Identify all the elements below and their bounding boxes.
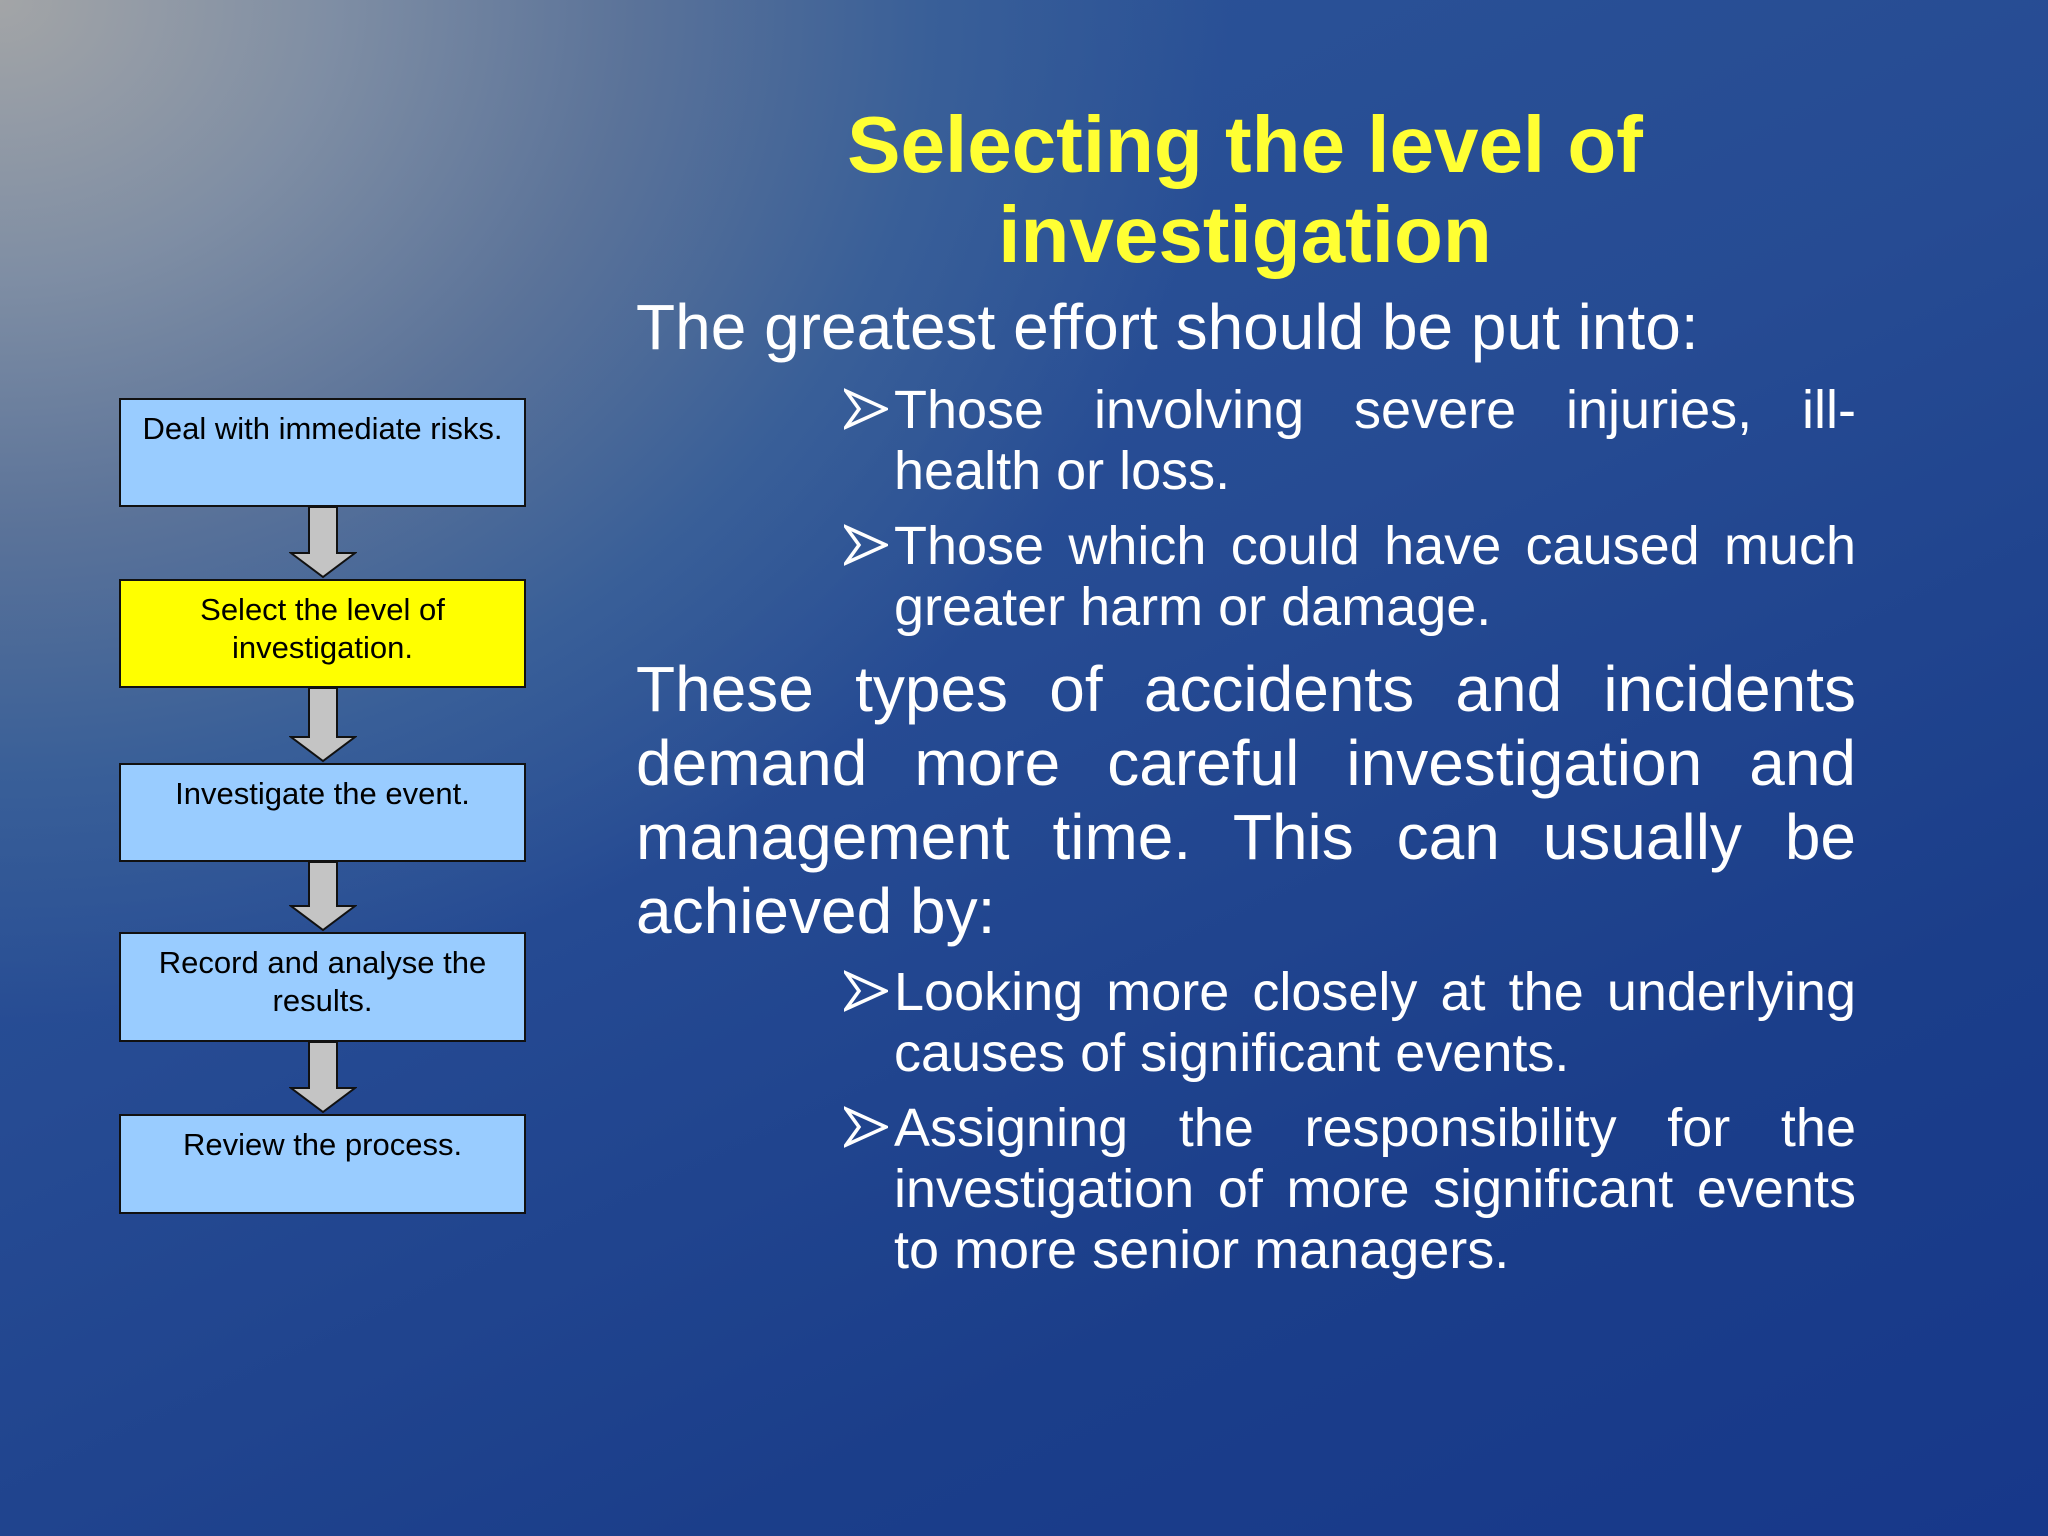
flow-step-select-level: Select the level of investigation.	[119, 579, 526, 688]
bullet-list-effort	[844, 380, 1856, 638]
arrowhead-bullet-icon	[844, 524, 888, 566]
down-arrow-icon	[289, 507, 357, 579]
bullet-item	[844, 516, 1856, 638]
flow-step-deal-with-risks: Deal with immediate risks.	[119, 398, 526, 507]
slide-title: Selecting the level of investigation	[847, 100, 1643, 279]
flow-step-investigate: Investigate the event.	[119, 763, 526, 862]
arrowhead-bullet-icon	[844, 388, 888, 430]
bullet-text: Those involving severe injuries, ill-health or loss.	[894, 380, 1856, 501]
intro-text: The greatest effort should be put into:	[636, 291, 1699, 363]
flow-step-review: Review the process.	[119, 1114, 526, 1214]
down-arrow-icon	[289, 688, 357, 763]
bullet-list-methods	[844, 962, 1856, 1281]
paragraph-text: These types of accidents and incidents demand more careful investigation and management time. This can usually be achieved by:	[636, 653, 1856, 947]
down-arrow-icon	[289, 862, 357, 932]
arrowhead-bullet-icon	[844, 1106, 888, 1148]
bullet-text: Looking more closely at the underlying causes of significant events.	[894, 962, 1856, 1083]
bullet-item	[844, 1098, 1856, 1281]
bullet-text: Assigning the responsibility for the investigation of more significant events to more senior managers.	[894, 1098, 1856, 1280]
bullet-item	[844, 380, 1856, 502]
bullet-item	[844, 962, 1856, 1084]
arrowhead-bullet-icon	[844, 970, 888, 1012]
down-arrow-icon	[289, 1042, 357, 1114]
bullet-text: Those which could have caused much greater harm or damage.	[894, 516, 1856, 637]
slide-body	[636, 288, 1856, 1281]
flow-step-record-analyse: Record and analyse the results.	[119, 932, 526, 1042]
process-flowchart	[119, 398, 530, 1214]
